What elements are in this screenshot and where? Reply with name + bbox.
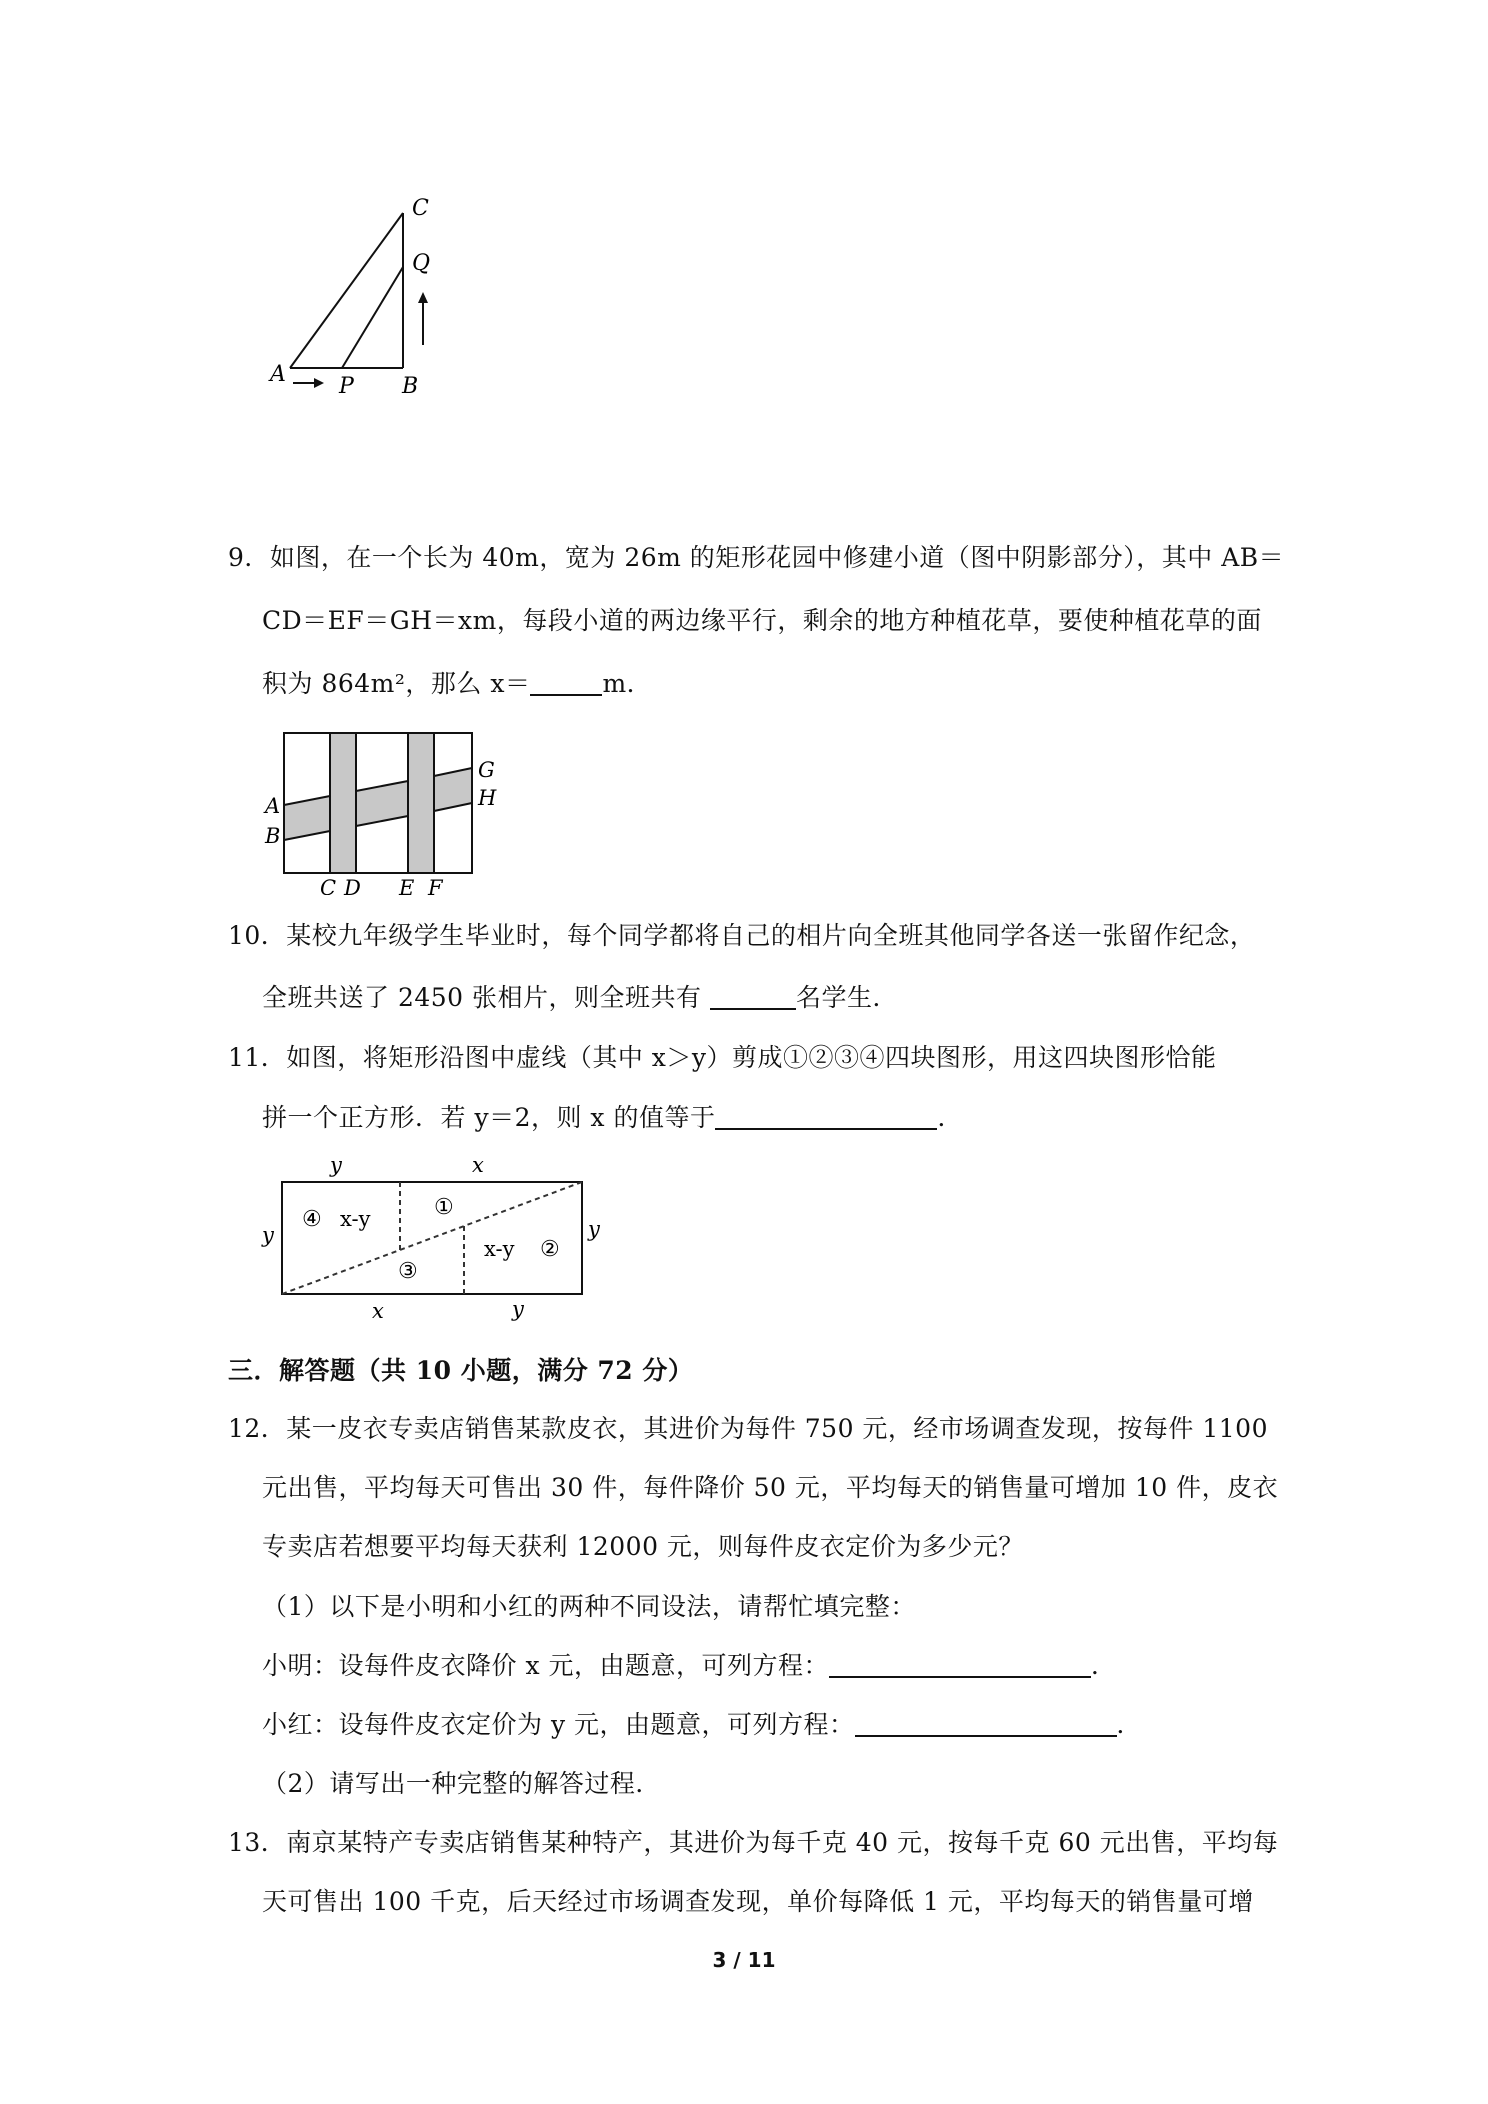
q12-line-1: 12．某一皮衣专卖店销售某款皮衣，其进价为每件 750 元，经市场调查发现，按每件 1100: [228, 1414, 1268, 1443]
q11-line-2-post: ．: [937, 1103, 963, 1132]
cut-rectangle-figure: [258, 1148, 608, 1332]
q12-xiaohong-pre: 小红：设每件皮衣定价为 y 元，由题意，可列方程：: [262, 1710, 855, 1739]
cut-label-bottom-y: y: [512, 1297, 524, 1321]
q12-xiaohong-blank[interactable]: [855, 1705, 1117, 1737]
q12-part-2: （2）请写出一种完整的解答过程．: [262, 1769, 661, 1798]
q10-line-2-post: 名学生．: [795, 983, 898, 1012]
garden-label-c: C: [320, 876, 337, 895]
q12-line-3: 专卖店若想要平均每天获利 12000 元，则每件皮衣定价为多少元？: [262, 1532, 1024, 1561]
cut-label-left-y: y: [262, 1223, 274, 1247]
garden-label-g: G: [478, 758, 495, 782]
garden-label-a: A: [265, 794, 281, 818]
label-q: Q: [412, 251, 431, 276]
q12-xiaoming-post: ．: [1091, 1651, 1117, 1680]
page-number: 3 / 11: [712, 1948, 776, 1972]
q11-line-2: [262, 1098, 963, 1138]
q10-line-2: [262, 978, 898, 1018]
piece-2-label: ②: [540, 1237, 560, 1262]
q12-xiaoming: [262, 1646, 1117, 1686]
q12-xiaoming-blank[interactable]: [829, 1646, 1091, 1678]
cut-label-right-y: y: [588, 1217, 600, 1241]
triangle-figure: [260, 195, 440, 409]
cut-label-bottom-x: x: [372, 1299, 384, 1323]
q10-answer-blank[interactable]: [710, 978, 796, 1010]
garden-label-d: D: [344, 876, 361, 895]
garden-label-f: F: [428, 876, 443, 895]
q10-line-2-pre: 全班共送了 2450 张相片，则全班共有: [262, 983, 710, 1012]
q9-line-2: CD＝EF＝GH＝xm，每段小道的两边缘平行，剩余的地方种植花草，要使种植花草的面: [262, 606, 1262, 635]
label-c: C: [412, 196, 429, 221]
piece-4-label: ④: [302, 1207, 322, 1232]
q12-xiaohong-post: ．: [1116, 1710, 1143, 1739]
cut-label-top-x: x: [472, 1153, 484, 1177]
q13-line-2: 天可售出 100 千克，后天经过市场调查发现，单价每降低 1 元，平均每天的销售量可增: [262, 1887, 1254, 1916]
piece-4-dim: x-y: [340, 1207, 371, 1231]
q10-line-1: 10．某校九年级学生毕业时，每个同学都将自己的相片向全班其他同学各送一张留作纪念，: [228, 921, 1256, 950]
q11-line-1: 11．如图，将矩形沿图中虚线（其中 x＞y）剪成①②③④四块图形，用这四块图形恰能: [228, 1043, 1217, 1072]
q9-answer-blank[interactable]: [530, 664, 602, 696]
garden-label-h: H: [478, 786, 497, 810]
q9-line-3-pre: 积为 864m²，那么 x＝: [262, 669, 531, 698]
garden-figure: [262, 725, 522, 899]
q9-line-3: [262, 664, 652, 704]
q9-line-1: 9．如图，在一个长为 40m，宽为 26m 的矩形花园中修建小道（图中阴影部分），其中 AB＝: [228, 543, 1285, 572]
label-p: P: [339, 374, 354, 399]
label-a: A: [270, 362, 286, 387]
label-b: B: [402, 374, 419, 399]
q13-line-1: 13．南京某特产专卖店销售某种特产，其进价为每千克 40 元，按每千克 60 元出售，平均每: [228, 1828, 1279, 1857]
q11-line-2-pre: 拼一个正方形．若 y＝2，则 x 的值等于: [262, 1103, 716, 1132]
piece-1-label: ①: [434, 1195, 454, 1220]
cut-label-top-y: y: [330, 1153, 342, 1177]
section-3-heading: 三．解答题（共 10 小题，满分 72 分）: [228, 1356, 694, 1385]
q12-xiaohong: [262, 1705, 1142, 1745]
q11-answer-blank[interactable]: [715, 1098, 937, 1130]
garden-label-b: B: [265, 824, 281, 848]
garden-label-e: E: [399, 876, 415, 895]
q9-line-3-post: m．: [602, 669, 653, 698]
q12-xiaoming-pre: 小明：设每件皮衣降价 x 元，由题意，可列方程：: [262, 1651, 829, 1680]
q12-line-2: 元出售，平均每天可售出 30 件，每件降价 50 元，平均每天的销售量可增加 10 件，皮衣: [262, 1473, 1279, 1502]
piece-3-label: ③: [398, 1259, 418, 1284]
q12-part-1: （1）以下是小明和小红的两种不同设法，请帮忙填完整：: [262, 1592, 916, 1621]
piece-2-dim: x-y: [484, 1237, 515, 1261]
